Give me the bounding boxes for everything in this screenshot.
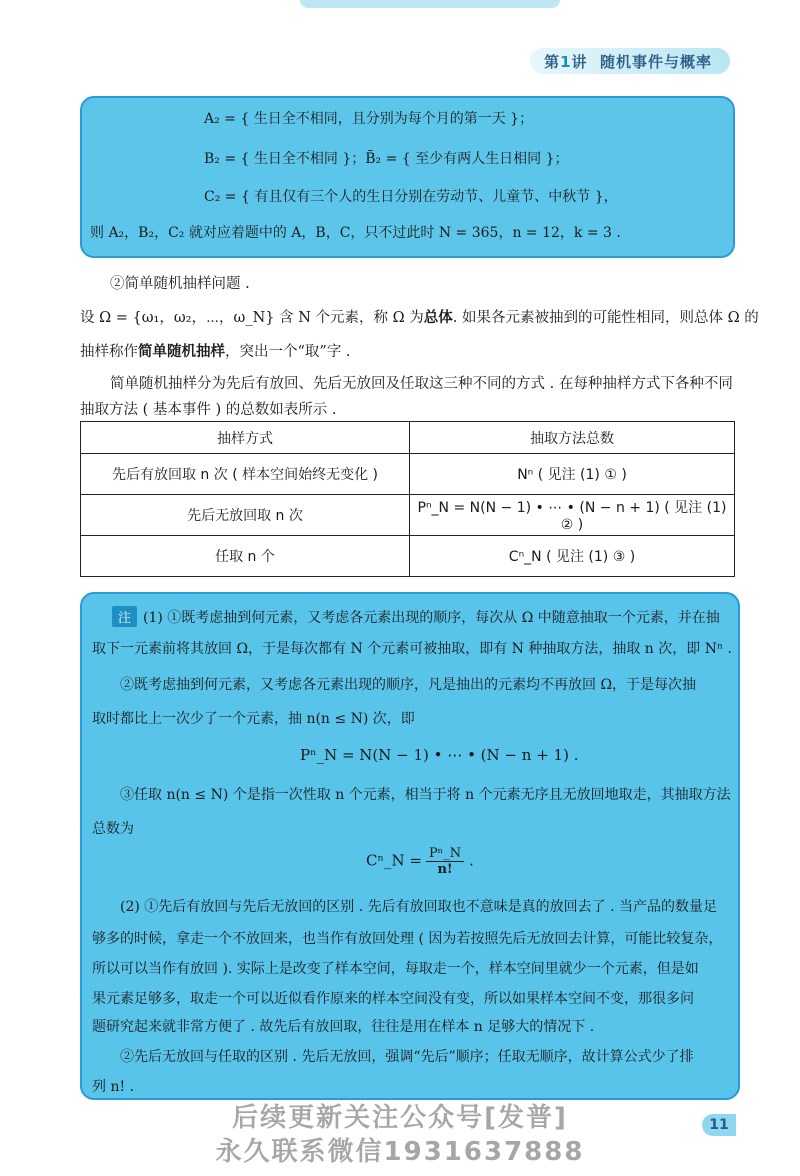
note-line-8: 够多的时候，拿走一个不放回来，也当作有放回处理 ( 因为若按照先后无放回去计算，可能比较复杂， — [92, 931, 723, 947]
note-line-4: 取时都比上一次少了一个元素，抽 n(n ≤ N) 次，即 — [92, 711, 415, 727]
table-cell: 先后有放回取 n 次 ( 样本空间始终无变化 ) — [81, 454, 410, 495]
box1-line-4: 则 A₂，B₂，C₂ 就对应着题中的 A，B，C，只不过此时 N = 365，n = 12，k = 3 . — [90, 225, 621, 241]
table-row — [81, 536, 735, 577]
table-row — [81, 454, 735, 495]
table-cell: 先后无放回取 n 次 — [81, 495, 410, 536]
para2-text-a: 抽样称作 — [80, 344, 138, 360]
table-cell: Nⁿ ( 见注 (1) ① ) — [410, 454, 735, 495]
table-row — [81, 495, 735, 536]
paragraph-line-2 — [80, 340, 351, 361]
formula-combination-left: Cⁿ_N = — [366, 851, 422, 870]
note-line-5: ③任取 n(n ≤ N) 个是指一次性取 n 个元素，相当于将 n 个元素无序且无放回地取走，其抽取方法 — [120, 787, 731, 803]
box1-line-1: A₂ = { 生日全不相同，且分别为每个月的第一天 }； — [204, 111, 534, 127]
chapter-suffix: 讲 — [571, 53, 588, 71]
note-line-10: 果元素足够多，取走一个可以近似看作原来的样本空间没有变，所以如果样本空间不变，那很多问 — [92, 991, 694, 1007]
note-text-1: (1) ①既考虑抽到何元素，又考虑各元素出现的顺序，每次从 Ω 中随意抽取一个元素，并在抽 — [143, 610, 720, 626]
fraction-denominator: n! — [437, 862, 453, 877]
note-line-12: ②先后无放回与任取的区别 . 先后无放回，强调“先后”顺序；任取无顺序，故计算公式少了排 — [120, 1049, 694, 1065]
table-cell: Pⁿ_N = N(N − 1) • ⋯ • (N − n + 1) ( 见注 (1) ② ) — [410, 495, 735, 536]
chapter-prefix: 第 — [544, 53, 561, 71]
table-header-row — [81, 422, 735, 454]
term-population: 总体 — [423, 309, 453, 326]
fraction — [426, 846, 464, 877]
note-line-6: 总数为 — [92, 821, 134, 837]
note-line-3: ②既考虑抽到何元素，又考虑各元素出现的顺序，凡是抽出的元素均不再放回 Ω，于是每次抽 — [120, 677, 697, 693]
note-line-13: 列 n! . — [92, 1079, 134, 1095]
chapter-header — [544, 51, 712, 72]
note-line-11: 题研究起来就非常方便了 . 故先后有放回取，往往是用在样本 n 足够大的情况下 . — [92, 1019, 595, 1035]
term-simple-random-sampling: 简单随机抽样 — [138, 343, 225, 360]
table-header-cell: 抽取方法总数 — [410, 422, 735, 454]
note-line-7: (2) ①先后有放回与先后无放回的区别 . 先后有放回取也不意味是真的放回去了 . 当产品的数量足 — [120, 899, 717, 915]
formula-combination-end: . — [468, 851, 474, 870]
table-cell: 任取 n 个 — [81, 536, 410, 577]
note-badge: 注 — [112, 606, 137, 627]
note-line-9: 所以可以当作有放回 ). 实际上是改变了样本空间，每取走一个，样本空间里就少一个元素，但是如 — [92, 961, 699, 977]
table-cell: Cⁿ_N ( 见注 (1) ③ ) — [410, 536, 735, 577]
section-heading: ②简单随机抽样问题 . — [110, 276, 250, 292]
note-line-2: 取下一元素前将其放回 Ω，于是每次都有 N 个元素可被抽取，即有 N 种抽取方法，抽取 n 次，即 Nⁿ . — [92, 641, 732, 657]
formula-permutation: Pⁿ_N = N(N − 1) • ⋯ • (N − n + 1) . — [300, 746, 579, 764]
page-number: 11 — [702, 1114, 736, 1136]
sampling-methods-table — [80, 421, 735, 577]
example-box — [80, 96, 735, 258]
paragraph-line-4: 抽取方法 ( 基本事件 ) 的总数如表所示 . — [80, 402, 337, 418]
note-line-1 — [112, 606, 720, 627]
formula-combination — [366, 846, 474, 877]
paragraph-line-3: 简单随机抽样分为先后有放回、先后无放回及任取这三种不同的方式 . 在每种抽样方式下各种不同 — [110, 376, 733, 392]
note-box — [80, 592, 740, 1100]
top-decoration — [300, 0, 560, 8]
paragraph-line-1 — [80, 306, 759, 327]
chapter-number: 1 — [560, 53, 572, 71]
box1-line-3: C₂ = { 有且仅有三个人的生日分别在劳动节、儿童节、中秋节 }， — [204, 189, 618, 205]
para1-text-a: 设 Ω = {ω₁，ω₂，⋯，ω_N} 含 N 个元素，称 Ω 为 — [80, 310, 424, 326]
box1-line-2: B₂ = { 生日全不相同 }；B̄₂ = { 至少有两人生日相同 }； — [204, 151, 569, 167]
watermark-line-1: 后续更新关注公众号[发普] — [232, 1103, 568, 1133]
fraction-numerator: Pⁿ_N — [426, 846, 464, 862]
para2-text-b: ，突出一个“取”字 . — [225, 344, 351, 360]
table-header-cell: 抽样方式 — [81, 422, 410, 454]
chapter-title: 随机事件与概率 — [599, 53, 712, 71]
watermark-line-2: 永久联系微信1931637888 — [215, 1137, 585, 1167]
para1-text-b: . 如果各元素被抽到的可能性相同，则总体 Ω 的 — [452, 310, 759, 326]
